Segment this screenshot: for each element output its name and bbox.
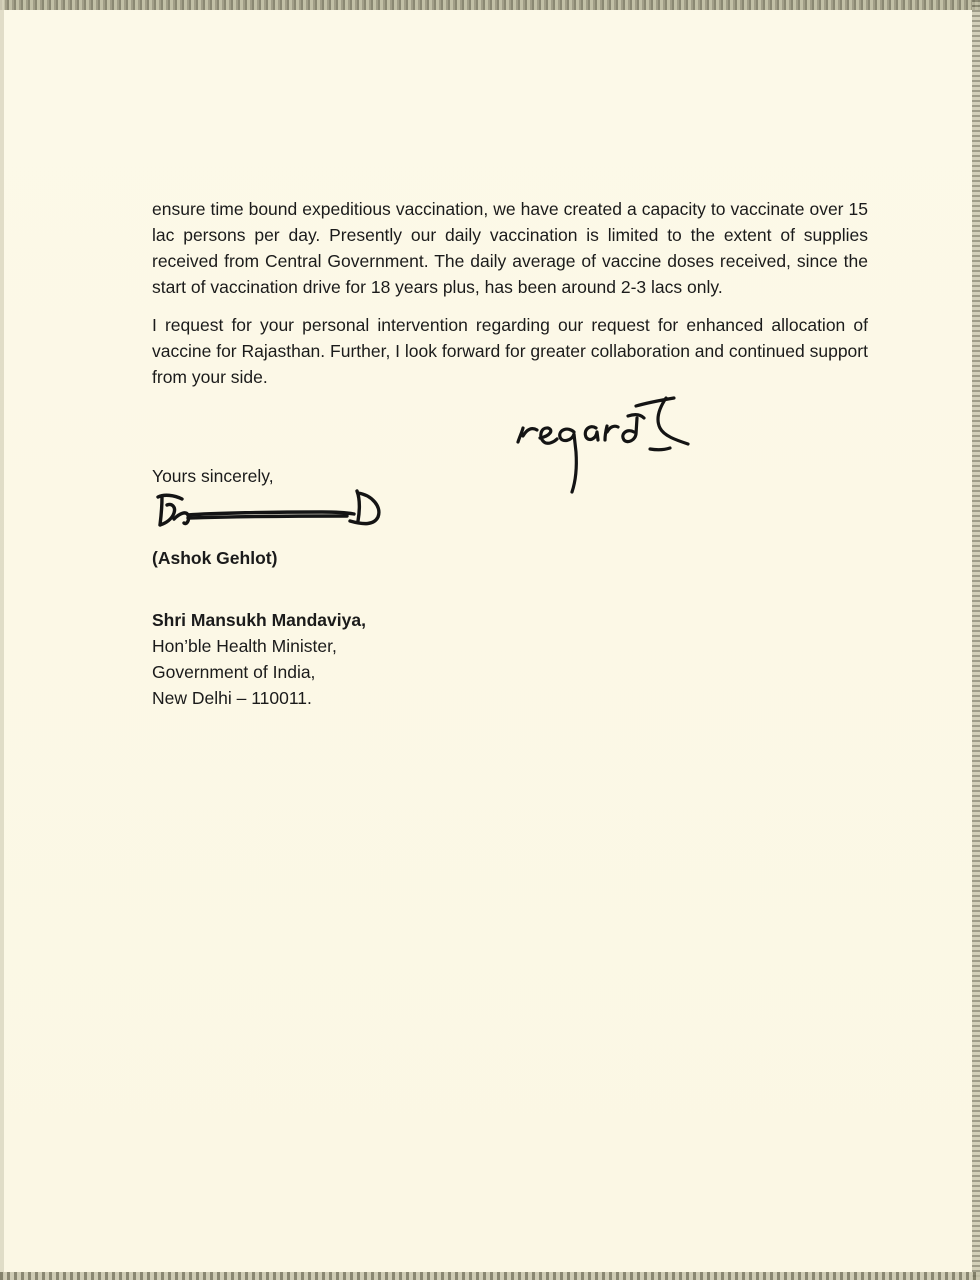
recipient-address [152, 607, 366, 711]
recipient-organization: Government of India, [152, 662, 316, 682]
recipient-designation: Hon’ble Health Minister, [152, 636, 337, 656]
recipient-city: New Delhi – 110011. [152, 688, 312, 708]
scan-edge-bottom [0, 1272, 980, 1280]
scan-edge-right [972, 0, 980, 1280]
body-paragraph-2: I request for your personal intervention regarding our request for enhanced allocation of vaccine for Rajasthan. Further, I look forward for greater collaboration and continued support from your side. [152, 315, 868, 387]
letter-body [152, 196, 868, 402]
signatory-name: (Ashok Gehlot) [152, 548, 278, 568]
body-paragraph-1: ensure time bound expeditious vaccination, we have created a capacity to vaccinate over 15 lac persons per day. Presently our daily vaccination is limited to the extent of supplies received from Central Government. The daily average of vaccine doses received, since the start of vaccination drive for 18 years plus, has been around 2-3 lacs only. [152, 199, 868, 297]
closing-line: Yours sincerely, [152, 466, 274, 486]
handwritten-regards-signature [510, 392, 695, 502]
scan-edge-top [0, 0, 980, 10]
ashok-gehlot-signature [152, 485, 392, 535]
scan-edge-left [0, 0, 4, 1280]
recipient-name: Shri Mansukh Mandaviya, [152, 610, 366, 630]
